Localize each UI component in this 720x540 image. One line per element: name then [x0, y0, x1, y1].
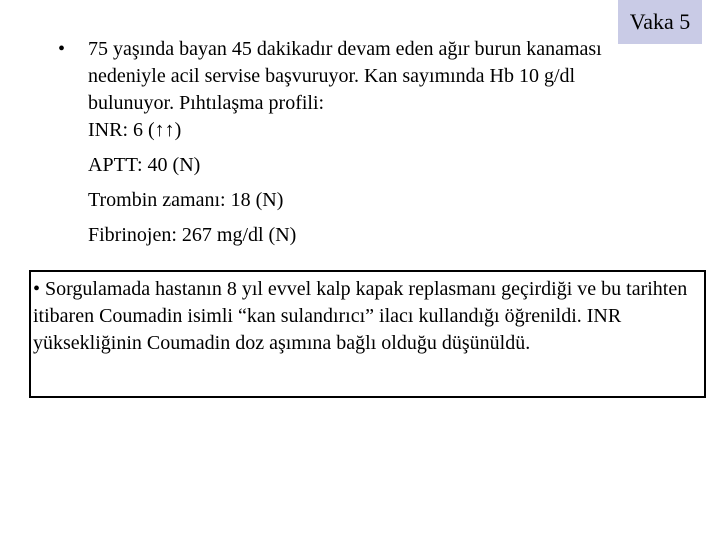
bullet-marker: •	[58, 38, 66, 60]
intro-item	[58, 36, 618, 117]
case-badge: Vaka 5	[618, 0, 702, 44]
lab-aptt: APTT: 40 (N)	[88, 154, 201, 176]
intro-text: 75 yaşında bayan 45 dakikadır devam eden ağır burun kanaması nedeniyle acil servise başvuruyor. Kan sayımında Hb 10 g/dl bulunuyor. Pıhtılaşma profili:	[88, 38, 602, 114]
lab-inr: INR: 6 (↑↑)	[88, 119, 182, 141]
history-note-box: • Sorgulamada hastanın 8 yıl evvel kalp kapak replasmanı geçirdiği ve bu tarihten itibaren Coumadin isimli “kan sulandırıcı” ilacı kullandığı öğrenildi. INR yüksekliğinin Coumadin doz aşımına bağlı olduğu düşünüldü.	[29, 270, 706, 398]
lab-thrombin-time: Trombin zamanı: 18 (N)	[88, 189, 284, 211]
case-history	[58, 36, 618, 249]
lab-fibrinogen: Fibrinojen: 267 mg/dl (N)	[88, 224, 297, 246]
